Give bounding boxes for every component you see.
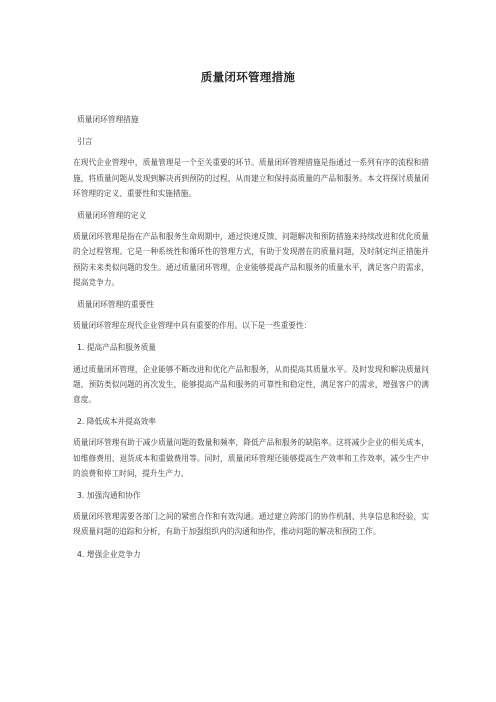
section-heading: 3. 加强沟通和协作 xyxy=(77,491,141,501)
paragraph: 质量闭环管理是指在产品和服务生命周期中，通过快速反馈、问题解决和预防措施来持续改进和优化质量的全过程管理。它是一种系统性和循环性的管理方式，有助于发现潜在的质量问题，及时制定纠正措施并预防未来类似问题的发生。通过质量闭环管理，企业能够提高产品和服务的质量水平，满足客户的需求，提高竞争力。 xyxy=(73,232,429,287)
paragraph: 质量闭环管理在现代企业管理中具有重要的作用。以下是一些重要性： xyxy=(73,321,312,331)
paragraph: 在现代企业管理中，质量管理是一个至关重要的环节。质量闭环管理措施是指通过一系列有序的流程和措施，将质量问题从发现到解决再到预防的过程，从而建立和保持高质量的产品和服务。本文将探讨质量闭环管理的定义、重要性和实施措施。 xyxy=(73,158,429,198)
section-heading: 质量闭环管理的定义 xyxy=(77,211,147,221)
paragraph: 质量闭环管理有助于减少质量问题的数量和频率，降低产品和服务的缺陷率。这将减少企业的相关成本，如维修费用、退货成本和重做费用等。同时，质量闭环管理还能够提高生产效率和工作效率，减少生产中的浪费和停工时间，提升生产力。 xyxy=(73,438,429,478)
section-heading: 2. 降低成本并提高效率 xyxy=(77,417,156,427)
document-title: 质量闭环管理措施 xyxy=(200,70,296,84)
section-heading: 质量闭环管理措施 xyxy=(77,115,139,124)
section-heading: 1. 提高产品和服务质量 xyxy=(77,343,156,353)
section-heading: 质量闭环管理的重要性 xyxy=(77,300,154,310)
section-heading: 4. 增强企业竞争力 xyxy=(77,549,141,559)
paragraph: 通过质量闭环管理，企业能够不断改进和优化产品和服务，从而提高其质量水平。及时发现和解决质量问题，预防类似问题的再次发生，能够提高产品和服务的可靠性和稳定性，满足客户的需求，增强客户的满意度。 xyxy=(73,364,429,405)
section-heading: 引言 xyxy=(77,137,93,147)
paragraph: 质量闭环管理需要各部门之间的紧密合作和有效沟通。通过建立跨部门的协作机制、共享信息和经验，实现质量问题的追踪和分析，有助于加强组织内的沟通和协作，推动问题的解决和预防工作。 xyxy=(73,512,429,537)
document-body xyxy=(73,112,429,568)
